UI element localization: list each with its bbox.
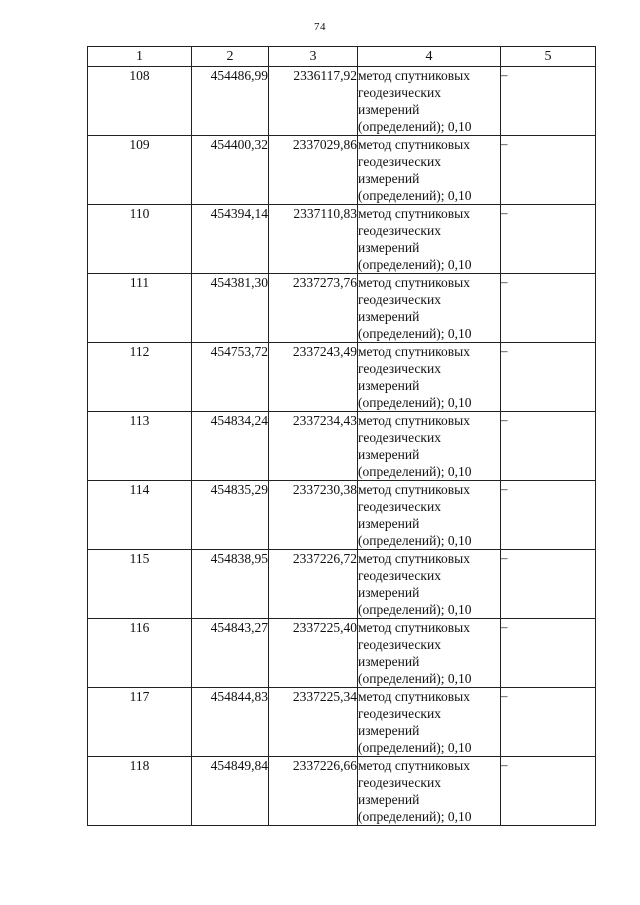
table-row <box>88 67 596 136</box>
method-line: (определений); 0,10 <box>358 809 472 824</box>
method-cell <box>358 757 501 826</box>
method-line: (определений); 0,10 <box>358 464 472 479</box>
note-cell: – <box>501 343 596 412</box>
method-cell <box>358 67 501 136</box>
y-coordinate-cell: 2337225,40 <box>269 619 358 688</box>
coordinates-table <box>87 46 596 826</box>
note-cell: – <box>501 205 596 274</box>
method-line: (определений); 0,10 <box>358 740 472 755</box>
column-header-2: 2 <box>192 47 269 67</box>
table-row <box>88 274 596 343</box>
method-line: измерений <box>358 102 420 117</box>
y-coordinate-cell: 2337225,34 <box>269 688 358 757</box>
note-cell: – <box>501 550 596 619</box>
method-line: геодезических <box>358 706 441 721</box>
x-coordinate-cell: 454394,14 <box>192 205 269 274</box>
x-coordinate-cell: 454486,99 <box>192 67 269 136</box>
table-row <box>88 550 596 619</box>
note-cell: – <box>501 412 596 481</box>
method-line: (определений); 0,10 <box>358 533 472 548</box>
point-number-cell: 117 <box>88 688 192 757</box>
method-line: метод спутниковых <box>358 137 470 152</box>
method-line: (определений); 0,10 <box>358 188 472 203</box>
table-row <box>88 757 596 826</box>
y-coordinate-cell: 2337230,38 <box>269 481 358 550</box>
method-line: (определений); 0,10 <box>358 326 472 341</box>
y-coordinate-cell: 2337226,72 <box>269 550 358 619</box>
method-line: измерений <box>358 378 420 393</box>
y-coordinate-cell: 2337243,49 <box>269 343 358 412</box>
method-cell <box>358 136 501 205</box>
method-line: измерений <box>358 171 420 186</box>
point-number-cell: 114 <box>88 481 192 550</box>
method-line: геодезических <box>358 223 441 238</box>
method-cell <box>358 274 501 343</box>
x-coordinate-cell: 454381,30 <box>192 274 269 343</box>
point-number-cell: 109 <box>88 136 192 205</box>
point-number-cell: 112 <box>88 343 192 412</box>
method-line: геодезических <box>358 775 441 790</box>
point-number-cell: 108 <box>88 67 192 136</box>
method-line: измерений <box>358 654 420 669</box>
method-line: геодезических <box>358 637 441 652</box>
method-line: (определений); 0,10 <box>358 671 472 686</box>
method-cell <box>358 412 501 481</box>
page-number: 74 <box>314 21 326 33</box>
table-body <box>88 67 596 826</box>
method-line: метод спутниковых <box>358 275 470 290</box>
y-coordinate-cell: 2337029,86 <box>269 136 358 205</box>
method-line: геодезических <box>358 85 441 100</box>
point-number-cell: 116 <box>88 619 192 688</box>
method-line: метод спутниковых <box>358 551 470 566</box>
column-header-5: 5 <box>501 47 596 67</box>
column-header-3: 3 <box>269 47 358 67</box>
point-number-cell: 118 <box>88 757 192 826</box>
y-coordinate-cell: 2337273,76 <box>269 274 358 343</box>
method-line: метод спутниковых <box>358 620 470 635</box>
table-row <box>88 688 596 757</box>
method-line: геодезических <box>358 568 441 583</box>
x-coordinate-cell: 454835,29 <box>192 481 269 550</box>
note-cell: – <box>501 136 596 205</box>
point-number-cell: 115 <box>88 550 192 619</box>
point-number-cell: 113 <box>88 412 192 481</box>
method-cell <box>358 550 501 619</box>
method-cell <box>358 688 501 757</box>
method-line: (определений); 0,10 <box>358 257 472 272</box>
method-line: метод спутниковых <box>358 68 470 83</box>
x-coordinate-cell: 454400,32 <box>192 136 269 205</box>
table-row <box>88 619 596 688</box>
x-coordinate-cell: 454849,84 <box>192 757 269 826</box>
method-line: измерений <box>358 585 420 600</box>
point-number-cell: 110 <box>88 205 192 274</box>
table-header <box>88 47 596 67</box>
method-cell <box>358 481 501 550</box>
header-row <box>88 47 596 67</box>
table-row <box>88 136 596 205</box>
method-line: измерений <box>358 309 420 324</box>
point-number-cell: 111 <box>88 274 192 343</box>
table-row <box>88 205 596 274</box>
method-line: (определений); 0,10 <box>358 602 472 617</box>
y-coordinate-cell: 2337110,83 <box>269 205 358 274</box>
method-cell <box>358 343 501 412</box>
method-line: (определений); 0,10 <box>358 119 472 134</box>
method-line: измерений <box>358 447 420 462</box>
note-cell: – <box>501 481 596 550</box>
method-line: метод спутниковых <box>358 344 470 359</box>
note-cell: – <box>501 619 596 688</box>
x-coordinate-cell: 454834,24 <box>192 412 269 481</box>
method-line: метод спутниковых <box>358 689 470 704</box>
method-line: метод спутниковых <box>358 758 470 773</box>
table-row <box>88 343 596 412</box>
method-line: измерений <box>358 240 420 255</box>
method-line: геодезических <box>358 292 441 307</box>
note-cell: – <box>501 757 596 826</box>
method-line: геодезических <box>358 154 441 169</box>
table-row <box>88 481 596 550</box>
x-coordinate-cell: 454843,27 <box>192 619 269 688</box>
method-line: метод спутниковых <box>358 413 470 428</box>
y-coordinate-cell: 2337234,43 <box>269 412 358 481</box>
note-cell: – <box>501 688 596 757</box>
note-cell: – <box>501 67 596 136</box>
x-coordinate-cell: 454844,83 <box>192 688 269 757</box>
method-line: (определений); 0,10 <box>358 395 472 410</box>
method-line: геодезических <box>358 430 441 445</box>
table-row <box>88 412 596 481</box>
method-line: геодезических <box>358 361 441 376</box>
method-line: измерений <box>358 792 420 807</box>
x-coordinate-cell: 454753,72 <box>192 343 269 412</box>
method-line: метод спутниковых <box>358 206 470 221</box>
method-cell <box>358 619 501 688</box>
y-coordinate-cell: 2336117,92 <box>269 67 358 136</box>
method-line: измерений <box>358 723 420 738</box>
method-cell <box>358 205 501 274</box>
method-line: измерений <box>358 516 420 531</box>
note-cell: – <box>501 274 596 343</box>
method-line: геодезических <box>358 499 441 514</box>
y-coordinate-cell: 2337226,66 <box>269 757 358 826</box>
column-header-1: 1 <box>88 47 192 67</box>
method-line: метод спутниковых <box>358 482 470 497</box>
column-header-4: 4 <box>358 47 501 67</box>
x-coordinate-cell: 454838,95 <box>192 550 269 619</box>
